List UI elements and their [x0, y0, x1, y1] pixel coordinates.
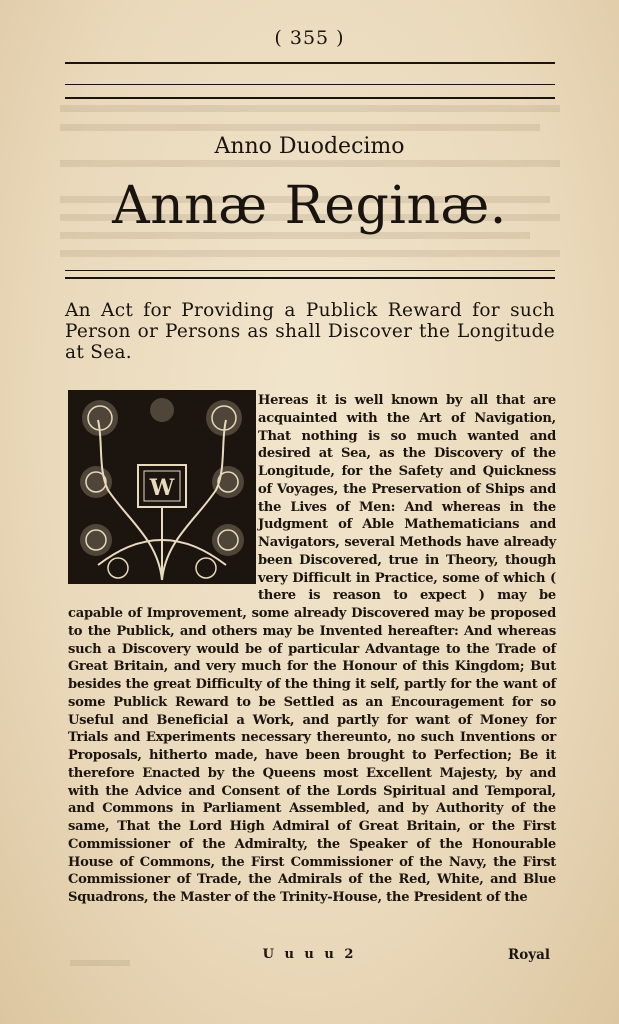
title-rule-thin	[65, 270, 555, 271]
body-text	[68, 392, 556, 907]
page-number: ( 355 )	[274, 27, 345, 49]
body-paragraph: Hereas it is well known by all that are acquainted with the Art of Navigation, That nothing is so much wanted and desired at Sea, as the Discovery of the Longitude, for the Safety and Quickness of Voyages, the Preservation of Ships and the Lives of Men: And whereas in the Judgment of Able Mathematicians and Navigators, several Methods have already been Discovered, true in Theory, though very Difficult in Practice, some of which ( there is reason to expect ) may be capable of Improvement, some already Discovered may be proposed to the Publick, and others may be Invented hereafter: And whereas such a Discovery would be of particular Advantage to the Trade of Great Britain, and very much for the Honour of this Kingdom; But besides the great Difficulty of the thing it self, partly for the want of some Publick Reward to be Settled as an Encouragement for so Useful and Beneficial a Work, and partly for want of Money for Trials and Experiments necessary thereunto, no such Inventions or Proposals, hitherto made, have been brought to Perfection; Be it therefore Enacted by the Queens most Excellent Majesty, by and with the Advice and Consent of the Lords Spiritual and Temporal, and Commons in Parliament Assembled, and by Authority of the same, That the Lord High Admiral of Great Britain, or the First Commissioner of the Admiralty, the Speaker of the Honourable House of Commons, the First Commissioner of the Navy, the First Commissioner of Trade, the Admirals of the Red, White, and Blue Squadrons, the Master of the Trinity-House, the President of the	[68, 393, 556, 905]
catchword: Royal	[508, 947, 550, 963]
header-rule-bottom	[65, 97, 555, 99]
initial-spacer	[68, 392, 258, 588]
header-rule-middle	[65, 84, 555, 85]
signature-mark: U u u u 2	[262, 947, 357, 962]
regnal-heading: Annæ Reginæ.	[112, 176, 507, 236]
initial-letter: W	[149, 475, 175, 501]
header-rule-top	[65, 62, 555, 64]
act-title: An Act for Providing a Publick Reward for such Person or Persons as shall Discover the Longitude at Sea.	[65, 300, 555, 363]
anno-heading: Anno Duodecimo	[214, 134, 405, 159]
title-rule-thick	[65, 277, 555, 279]
